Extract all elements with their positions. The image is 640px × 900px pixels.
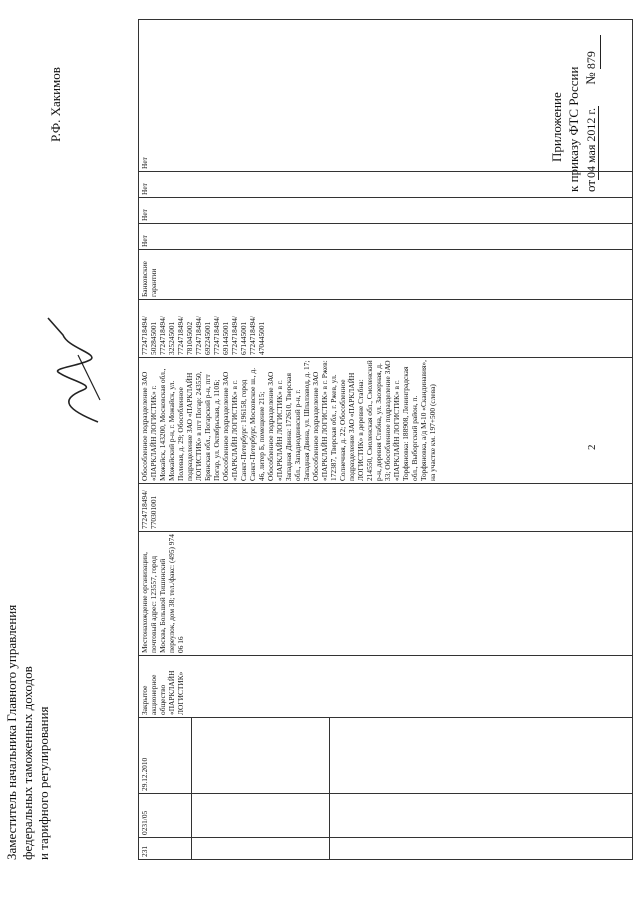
cell-flag-4: Нет (139, 20, 633, 172)
cell-registry-number: 0231/05 (139, 794, 192, 838)
cell-flag-3: Нет (139, 172, 633, 198)
cell-address: Местонахождение организации, почтовый адрес: 123557, город Москва, Большой Тишинский переулок, дом 38; тел./факс: (495) 974 06 16 (139, 532, 633, 656)
number-label: № (583, 72, 598, 85)
cell-empty (330, 718, 633, 794)
cell-empty (330, 838, 633, 860)
cell-inn-kpp: 7724718494/ 770301001 (139, 484, 633, 532)
page-number: 2 (586, 444, 598, 450)
cell-empty (192, 838, 330, 860)
signatory-title (4, 520, 52, 860)
order-number: 879 (583, 35, 601, 69)
appendix-order-line: к приказу ФТС России (566, 66, 581, 192)
cell-company: Закрытое акционерное общество «ПАРКЛАЙН ЛОГИСТИК» (139, 656, 633, 718)
table-row (139, 20, 192, 860)
appendix-title: Приложение (549, 92, 564, 162)
signatory-title-line: Заместитель начальника Главного управления (4, 604, 19, 860)
signatory-title-line: и тарифного регулирования (36, 706, 51, 860)
cell-branch-inn-kpp: 7724718494/ 502845001 7724718494/ 325245001 7724718494/ 781045002 7724718494/ 692245001 7724718494/ 691445001 7724718494/ 671445001 7724718494/ 470445001 (139, 300, 633, 358)
cell-empty (192, 794, 330, 838)
registry-table (138, 19, 633, 860)
cell-flag-1: Нет (139, 224, 633, 250)
cell-index: 231 (139, 838, 192, 860)
date-prefix: от (583, 179, 598, 192)
cell-date: 29.12.2010 (139, 718, 192, 794)
order-date: 04 мая 2012 г. (584, 108, 598, 178)
cell-empty (330, 794, 633, 838)
cell-flag-2: Нет (139, 198, 633, 224)
signatory-title-line: федеральных таможенных доходов (20, 666, 35, 860)
signatory-name: Р.Ф. Хакимов (48, 67, 63, 142)
cell-branches: Обособленное подразделение ЗАО «ПАРКЛАЙН ЛОГИСТИК» г. Можайск, 143200, Московская обл., Можайский р-н, г. Можайск, ул. Полевая, д. 29; Обособленное подразделение ЗАО «ПАРКЛАЙН ЛОГИСТИК» в пгт Погар: 243550, Брянская обл., Погарский р-н, пгт Погар, ул. Октябрьская, д. 110Б; Обособленное подразделение ЗАО «ПАРКЛАЙН ЛОГИСТИК» в г. Санкт-Петербург: 196158, город Санкт-Петербург, Московское ш., д. 46, литер Б, помещение 215; Обособленное подразделение ЗАО «ПАРКЛАЙН ЛОГИСТИК» в г. Западная Двина: 172610, Тверская обл., Западнодвинский р-н, г. Западная Двина, ул. Шпалзавод, д. 17; Обособленное подразделение ЗАО «ПАРКЛАЙН ЛОГИСТИК» в г. Ржев: 172387, Тверская обл., г. Ржев, ул. Солнечная, д. 22; Обособленное подразделение ЗАО «ПАРКЛАЙН ЛОГИСТИК» в деревне Стабна: 214550, Смоленская обл., Смоленский р-н, деревня Стабна, ул. Заозерная, д. 33; Обособленное подразделение ЗАО «ПАРКЛАЙН ЛОГИСТИК» в г. Торфяновка: 188908, Ленинградская обл., Выборгский район, п. Торфяновка, а/д М-10 «Скандинавия», на участке км. 197+500 (слева) (139, 358, 633, 484)
cell-empty (192, 718, 330, 794)
handwritten-signature (28, 310, 128, 430)
cell-guarantee: Банковские гарантии (139, 250, 633, 300)
